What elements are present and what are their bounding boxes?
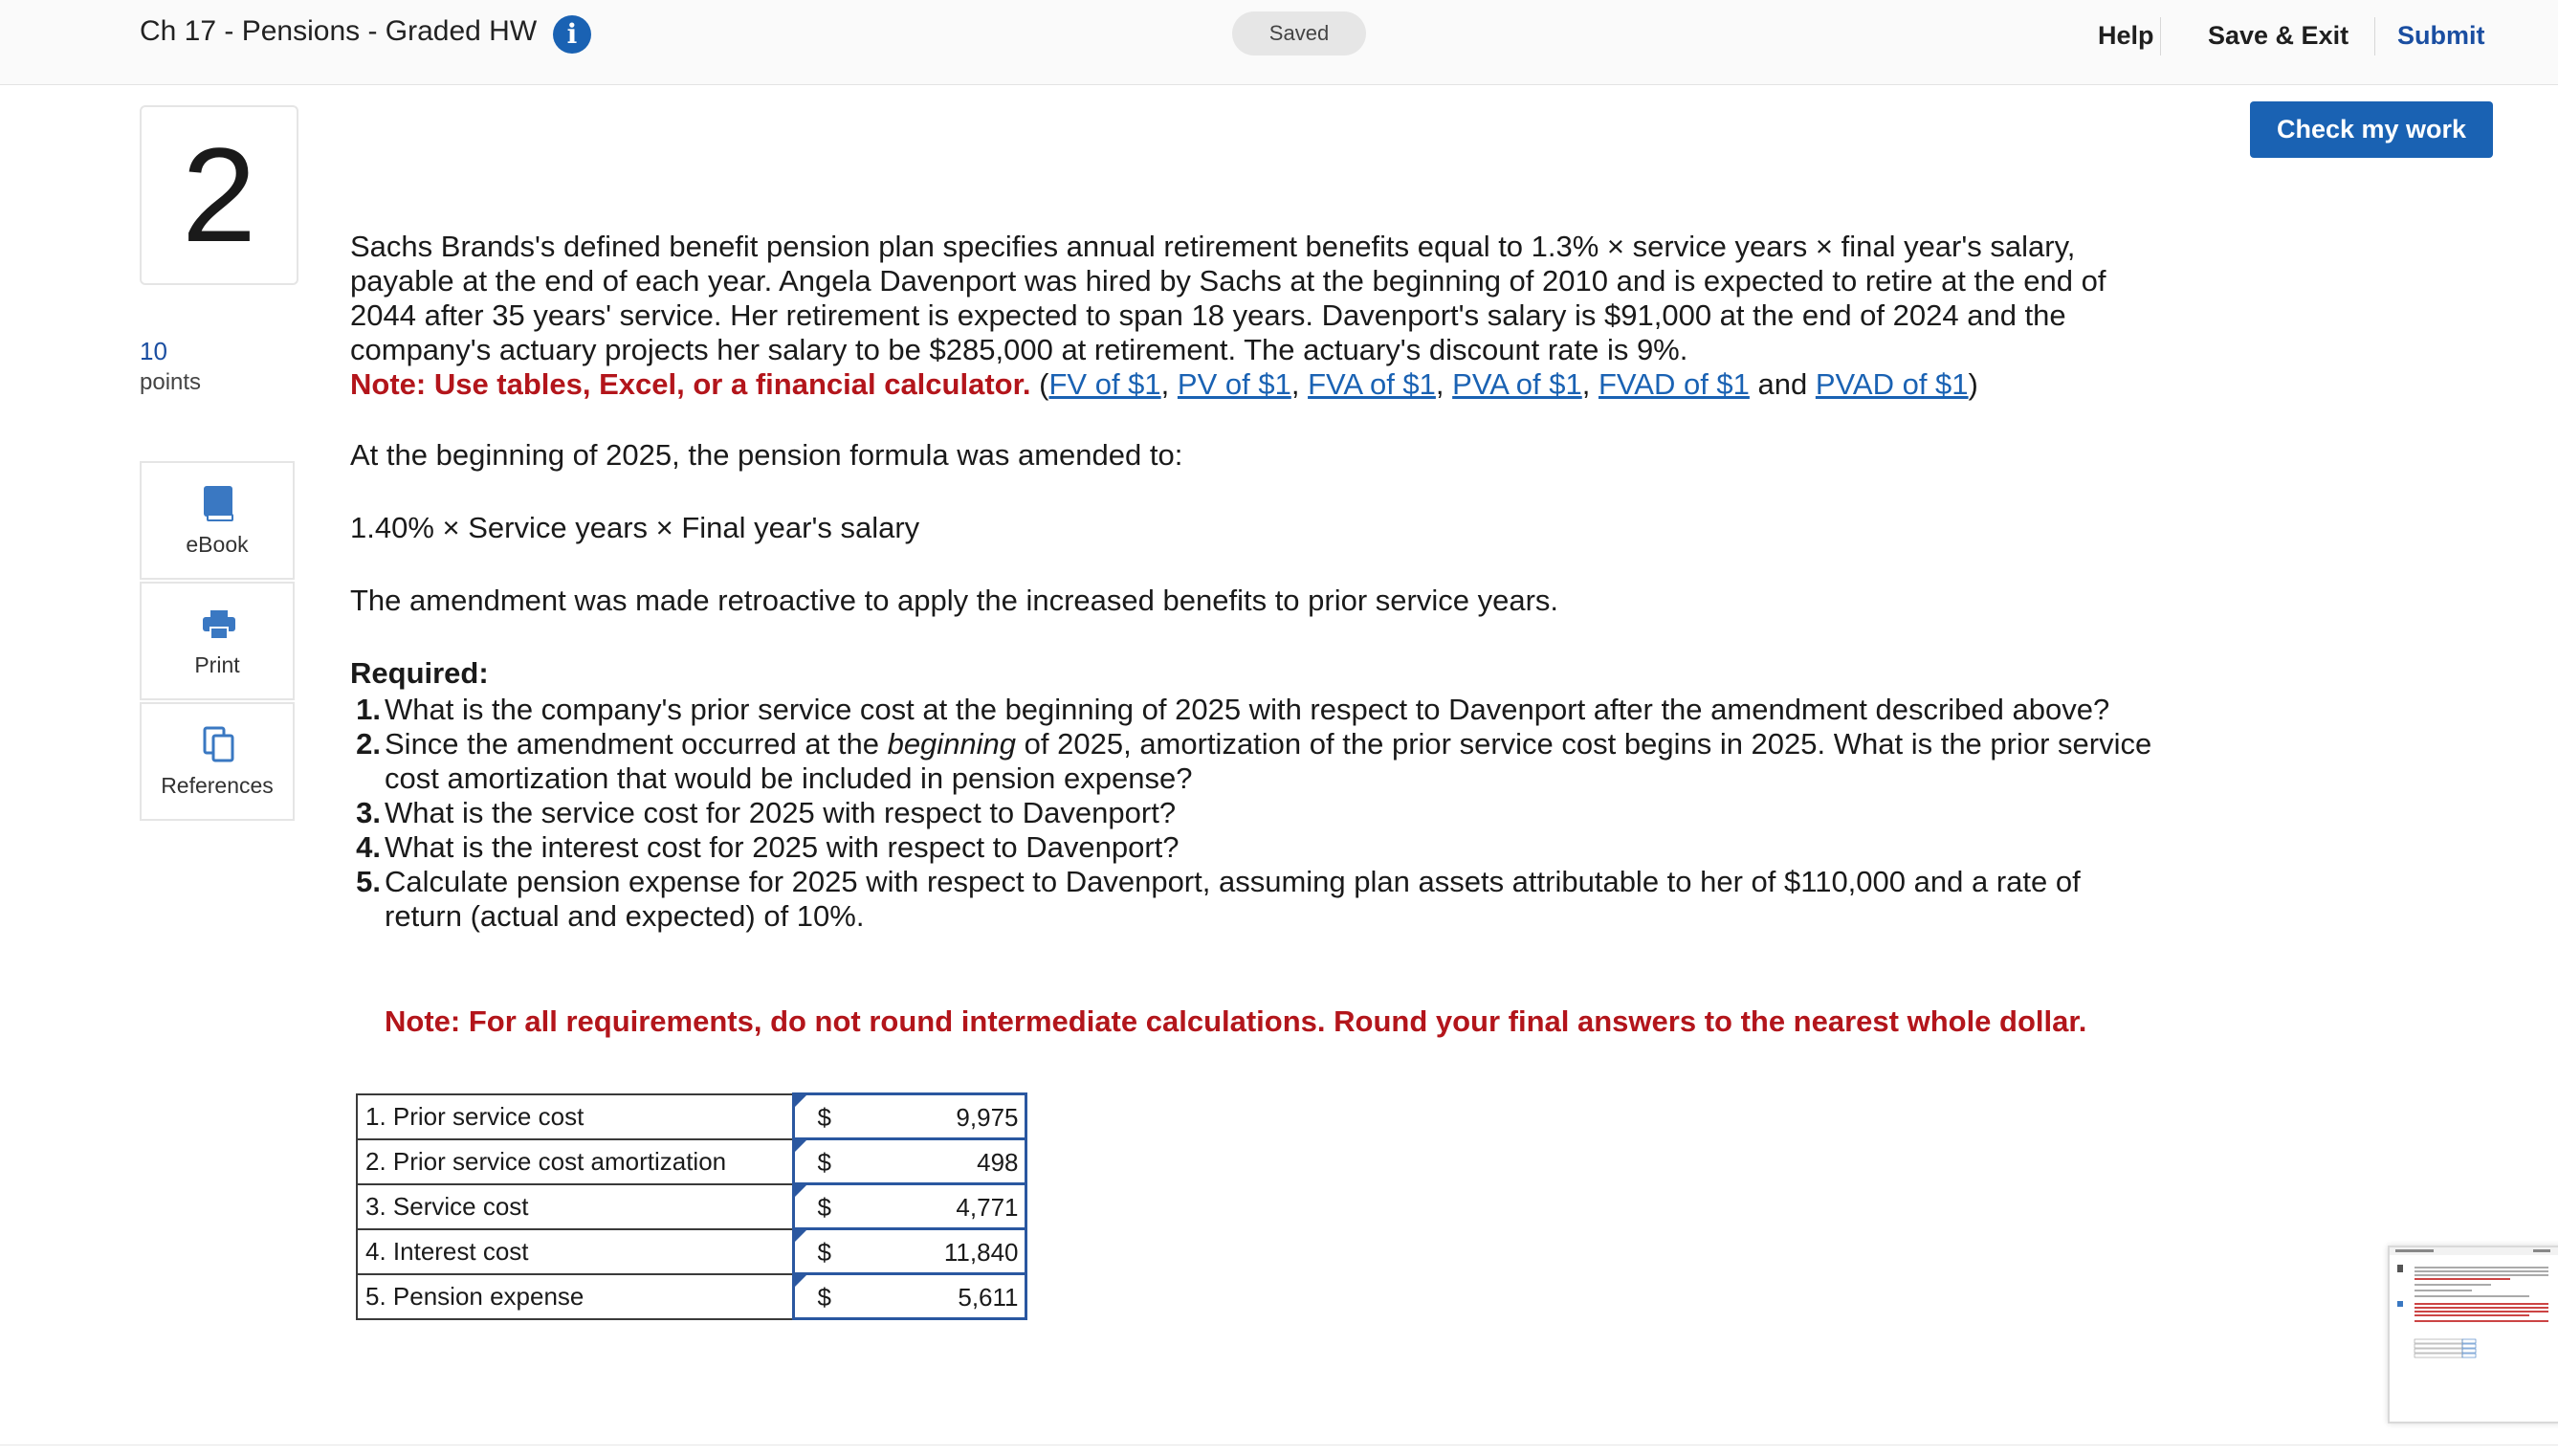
amortization-input[interactable]: $ 498: [793, 1139, 1025, 1184]
requirement-item: 1. What is the company's prior service cost at the beginning of 2025 with respect to Davenport after the amendment described above?: [356, 693, 2110, 726]
question-number: 2: [182, 120, 256, 270]
saved-status-badge: Saved: [1232, 11, 1366, 55]
ebook-label: eBook: [186, 532, 249, 557]
retroactive-line: The amendment was made retroactive to apply the increased benefits to prior service years.: [350, 584, 1559, 617]
flag-icon: [795, 1230, 806, 1242]
required-heading: Required:: [350, 656, 489, 690]
fv-link[interactable]: FV of $1: [1048, 367, 1161, 401]
row-label: 3. Service cost: [357, 1184, 793, 1229]
pension-expense-input[interactable]: $ 5,611: [793, 1274, 1025, 1319]
save-exit-link[interactable]: Save & Exit: [2208, 21, 2349, 50]
book-icon: [202, 484, 236, 522]
copy-icon: [202, 725, 236, 763]
requirement-item: 2. Since the amendment occurred at the beginning of 2025, amortization of the prior service cost begins in 2025. What is the prior service cost amortization that would be included in pension expense?: [356, 727, 2152, 795]
ebook-button[interactable]: [140, 461, 295, 580]
calculator-note: Note: Use tables, Excel, or a financial calculator. (FV of $1, PV of $1, FVA of $1, PVA of $1, FVAD of $1 and PVAD of $1): [350, 367, 1978, 401]
calculator-note-label: Note: Use tables, Excel, or a financial calculator.: [350, 367, 1031, 401]
row-label: 4. Interest cost: [357, 1229, 793, 1274]
thumbnail-image: [2390, 1247, 2558, 1422]
prior-service-cost-input[interactable]: $ 9,975: [793, 1094, 1025, 1139]
print-button[interactable]: [140, 582, 295, 700]
intro-line: Sachs Brands's defined benefit pension plan specifies annual retirement benefits equal to 1.3% × service years × final year's salary,: [350, 230, 2076, 263]
intro-line: 2044 after 35 years' service. Her retirement is expected to span 18 years. Davenport's salary is $91,000 at the end of 2024 and the: [350, 298, 2066, 332]
references-label: References: [161, 773, 274, 798]
row-label: 2. Prior service cost amortization: [357, 1139, 793, 1184]
divider: [2374, 17, 2375, 55]
question-number-card: [140, 105, 298, 285]
top-bar: [0, 0, 2558, 85]
question-intro: [350, 230, 2168, 402]
references-button[interactable]: [140, 702, 295, 821]
requirement-item: 5. Calculate pension expense for 2025 with respect to Davenport, assuming plan assets attributable to her of $110,000 and a rate of return (actual and expected) of 10%.: [356, 865, 2081, 933]
pva-link[interactable]: PVA of $1: [1452, 367, 1582, 401]
flag-icon: [795, 1185, 806, 1197]
divider: [2160, 17, 2161, 55]
row-label: 1. Prior service cost: [357, 1094, 793, 1139]
submit-link[interactable]: Submit: [2397, 21, 2485, 50]
intro-line: payable at the end of each year. Angela Davenport was hired by Sachs at the beginning of 2010 and is expected to retire at the end of: [350, 264, 2106, 298]
table-row: [357, 1184, 1025, 1229]
formula-line: 1.40% × Service years × Final year's salary: [350, 511, 920, 544]
points-label: points: [140, 369, 202, 395]
requirements-list: [342, 693, 2160, 934]
pvad-link[interactable]: PVAD of $1: [1815, 367, 1969, 401]
requirement-item: 4. What is the interest cost for 2025 with respect to Davenport?: [356, 830, 1180, 864]
table-row: [357, 1139, 1025, 1184]
table-row: [357, 1094, 1025, 1139]
fva-link[interactable]: FVA of $1: [1308, 367, 1436, 401]
requirement-item: 3. What is the service cost for 2025 with respect to Davenport?: [356, 796, 1177, 829]
interest-cost-input[interactable]: $ 11,840: [793, 1229, 1025, 1274]
service-cost-input[interactable]: $ 4,771: [793, 1184, 1025, 1229]
table-row: [357, 1274, 1025, 1319]
assignment-title: Ch 17 - Pensions - Graded HW: [140, 15, 538, 47]
help-link[interactable]: Help: [2098, 21, 2154, 50]
fvad-link[interactable]: FVAD of $1: [1598, 367, 1750, 401]
flag-icon: [795, 1275, 806, 1287]
print-label: Print: [194, 652, 240, 677]
flag-icon: [795, 1095, 806, 1107]
printer-icon: [202, 605, 236, 643]
info-icon[interactable]: i: [553, 15, 591, 54]
pv-link[interactable]: PV of $1: [1177, 367, 1291, 401]
check-my-work-button[interactable]: Check my work: [2250, 101, 2493, 158]
answer-table: [356, 1092, 1027, 1320]
page-thumbnail-preview[interactable]: [2388, 1246, 2558, 1423]
row-label: 5. Pension expense: [357, 1274, 793, 1319]
points-value: 10: [140, 337, 167, 365]
flag-icon: [795, 1140, 806, 1152]
amendment-line: At the beginning of 2025, the pension formula was amended to:: [350, 438, 1183, 472]
rounding-note: Note: For all requirements, do not round intermediate calculations. Round your final answers to the nearest whole dollar.: [385, 1004, 2087, 1038]
intro-line: company's actuary projects her salary to be $285,000 at retirement. The actuary's discount rate is 9%.: [350, 333, 1688, 366]
table-row: [357, 1229, 1025, 1274]
